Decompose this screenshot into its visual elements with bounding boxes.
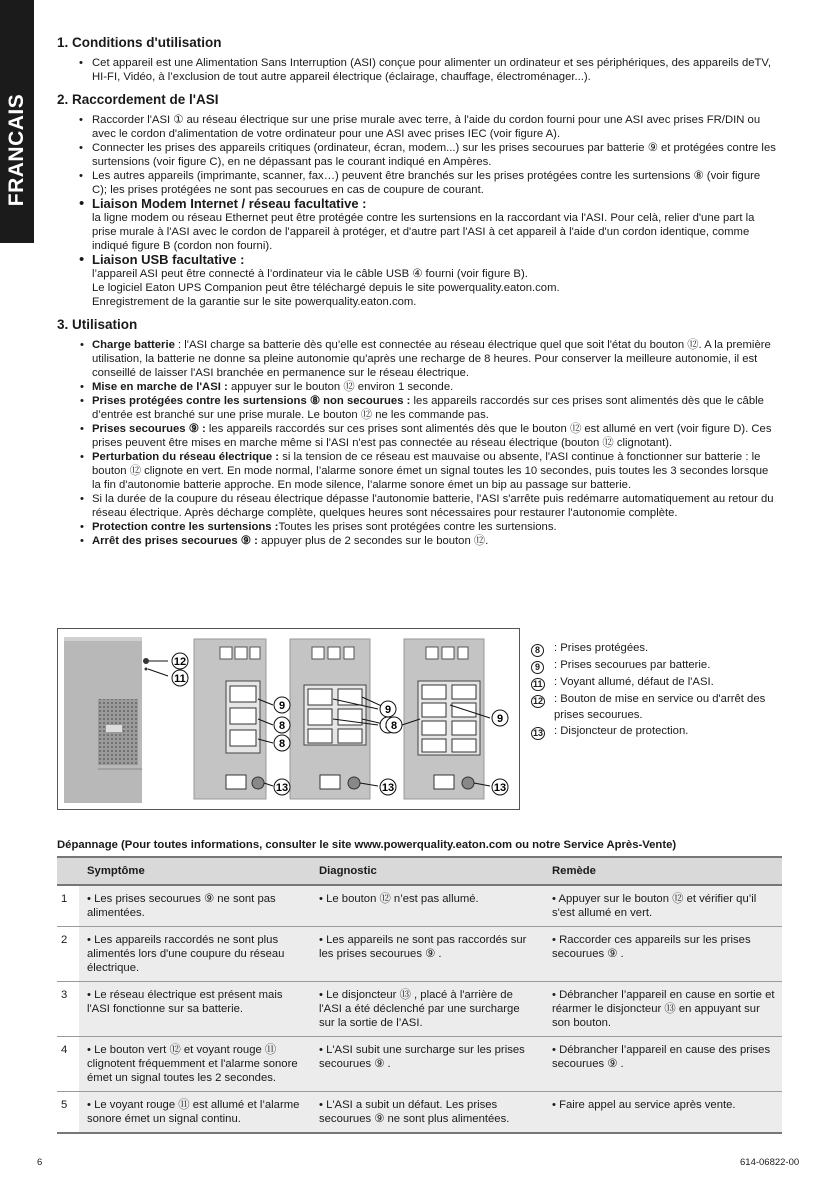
callout-text: 8 bbox=[278, 738, 286, 750]
usb-line: l’appareil ASI peut être connecté à l’ordinateur via le câble USB ④ fourni (voir figure B). bbox=[92, 268, 528, 280]
item-label: Mise en marche de l'ASI : bbox=[92, 381, 228, 393]
diagnostic-cell: • Le bouton ⑫ n’est pas allumé. bbox=[311, 885, 544, 927]
row-number: 4 bbox=[57, 1037, 79, 1092]
utilisation-item: • Charge batterie : l'ASI charge sa batterie dès qu’elle est connectée au réseau électrique quel que soit l'état du bouton ⑫. A la première utilisation, la batterie ne donne sa pleine autonomie qu'après une recharge de 8 heures. Pour conserver la meilleure autonomie, il est conseillé de laisser l'ASI branchée en permanence sur le réseau électrique. bbox=[57, 338, 777, 380]
remedy-cell: • Débrancher l’appareil en cause des prises secourues ⑨ . bbox=[544, 1037, 782, 1092]
legend-number: 13 bbox=[533, 728, 544, 738]
language-tab bbox=[0, 0, 34, 243]
row-number: 3 bbox=[57, 982, 79, 1037]
raccordement-item: • Les autres appareils (imprimante, scanner, fax…) peuvent être branchés sur les prises protégées contre les surtensions ⑧ (voir figure C); les prises protégées ne sont pas secourues en cas de coupure de courant. bbox=[57, 169, 777, 197]
callout-text: 8 bbox=[278, 720, 286, 732]
legend-row bbox=[530, 640, 790, 657]
item-text: Toutes les prises sont protégées contre les surtensions. bbox=[278, 521, 557, 533]
usb-item bbox=[57, 253, 777, 309]
legend-text: : Prises protégées. bbox=[554, 642, 649, 654]
utilisation-item bbox=[57, 450, 777, 492]
callout-circle bbox=[274, 735, 290, 751]
utilisation-item bbox=[57, 422, 777, 450]
modem-title: • Liaison Modem Internet / réseau facultative : bbox=[92, 196, 367, 211]
item-label: Prises protégées contre les surtensions ⑧ non secourues : bbox=[92, 395, 411, 407]
header-diagnostic: Diagnostic bbox=[311, 857, 544, 885]
row-number: 1 bbox=[57, 885, 79, 927]
table-row bbox=[57, 927, 782, 982]
legend-number: 9 bbox=[531, 661, 544, 674]
legend-number: 12 bbox=[533, 696, 544, 706]
ups-figure bbox=[57, 628, 520, 810]
item-text: les appareils raccordés sur ces prises sont alimentés dès que le bouton ⑫ est allumé en vert (voir figure D). Ces prises peuvent être mises en marche même si l'ASI n'est pas connectée au réseau électrique (bouton ⑫ clignotant). bbox=[92, 423, 772, 449]
remedy-cell: • Raccorder ces appareils sur les prises secourues ⑨ . bbox=[544, 927, 782, 982]
table-row bbox=[57, 982, 782, 1037]
legend-text: : Bouton de mise en service ou d'arrêt des prises secourues. bbox=[554, 693, 766, 721]
modem-item bbox=[57, 197, 777, 253]
utilisation-item bbox=[57, 380, 777, 394]
troubleshooting-table bbox=[57, 856, 782, 1134]
table-row bbox=[57, 1092, 782, 1134]
item-text: si la tension de ce réseau est mauvaise ou absente, l'ASI continue à fonctionner sur batterie : le bouton ⑫ clignote en vert. En mode normal, l’alarme sonore émet un signal toutes les 10 secondes, puis toutes les 3 secondes lorsque la fin d'autonomie batterie approche. En mode silence, l’alarme sonore émet un bip au passage sur batterie. bbox=[92, 451, 769, 491]
ups-front-view bbox=[64, 637, 168, 803]
symptom-cell: • Le réseau électrique est présent mais l'ASI fonctionne sur sa batterie. bbox=[79, 982, 311, 1037]
symptom-cell: • Les prises secourues ⑨ ne sont pas alimentées. bbox=[79, 885, 311, 927]
item-text: appuyer plus de 2 secondes sur le bouton ⑫. bbox=[260, 535, 489, 547]
legend-number: 11 bbox=[533, 679, 543, 689]
ups-back-view-a bbox=[194, 639, 266, 799]
callout-text: 13 bbox=[275, 782, 289, 794]
legend-text: : Disjoncteur de protection. bbox=[554, 725, 689, 737]
callout-circle bbox=[274, 779, 290, 795]
language-tab-label: FRANCAIS bbox=[5, 93, 28, 207]
item-text: Si la durée de la coupure du réseau électrique dépasse l'autonomie batterie, l'ASI s'arrête puis redémarre automatiquement au retour du réseau électrique. Après décharge complète, quelques heures sont nécessaires pour restaurer l'autonomie complète. bbox=[92, 493, 774, 519]
callout-circle bbox=[172, 670, 188, 686]
item-text: l'ASI charge sa batterie dès qu’elle est connectée au réseau électrique quel que soit l'état du bouton ⑫. A la première utilisation, la batterie ne donne sa pleine autonomie qu'après une recharge de 8 heures. Pour conserver la meilleure autonomie, il est conseillé de laisser l'ASI branchée en permanence sur le réseau électrique. bbox=[92, 339, 771, 379]
remedy-cell: • Appuyer sur le bouton ⑫ et vérifier qu’il s'est allumé en vert. bbox=[544, 885, 782, 927]
ups-back-view-b bbox=[290, 639, 370, 799]
utilisation-item bbox=[57, 534, 777, 548]
callout-circle bbox=[386, 717, 402, 733]
legend-text: : Prises secourues par batterie. bbox=[554, 659, 711, 671]
header-num bbox=[57, 857, 79, 885]
legend-row bbox=[530, 674, 790, 691]
callout-text: 9 bbox=[384, 704, 392, 716]
callout-text: 13 bbox=[493, 782, 507, 794]
symptom-cell: • Le bouton vert ⑫ et voyant rouge ⑪ clignotent fréquemment et l'alarme sonore émet un signal toutes les 2 secondes. bbox=[79, 1037, 311, 1092]
section-title-utilisation: 3. Utilisation bbox=[57, 317, 138, 332]
row-number: 2 bbox=[57, 927, 79, 982]
callout-circle bbox=[274, 717, 290, 733]
remedy-cell: • Faire appel au service après vente. bbox=[544, 1092, 782, 1134]
callout-circle bbox=[380, 701, 396, 717]
modem-text: la ligne modem ou réseau Ethernet peut être protégée contre les surtensions en la raccordant via l'ASI. Pour celà, relier d'une part la prise murale à l'ASI avec le cordon de l'appareil à protéger, et d'autre part l'ASI à cet appareil à l'aide d'un cordon identique, comme indiqué figure B (cordon non fourni). bbox=[92, 212, 755, 252]
usb-line: Le logiciel Eaton UPS Companion peut être téléchargé depuis le site powerquality.eaton.com. bbox=[92, 282, 560, 294]
main-content bbox=[57, 36, 777, 557]
callout-text: 8 bbox=[390, 720, 398, 732]
section-raccordement bbox=[57, 93, 777, 309]
section-title-conditions: 1. Conditions d'utilisation bbox=[57, 35, 222, 50]
figure-legend bbox=[530, 640, 790, 740]
row-number: 5 bbox=[57, 1092, 79, 1134]
table-row bbox=[57, 885, 782, 927]
callout-text: 12 bbox=[173, 656, 187, 668]
diagnostic-cell: • Le disjoncteur ⑬ , placé à l'arrière de l'ASI a été déclenché par une surcharge sur la sortie de l’ASI. bbox=[311, 982, 544, 1037]
section-title-raccordement: 2. Raccordement de l'ASI bbox=[57, 92, 219, 107]
item-text: appuyer sur le bouton ⑫ environ 1 seconde. bbox=[230, 381, 454, 393]
legend-row bbox=[530, 657, 790, 674]
document-reference: 614-06822-00 bbox=[740, 1157, 800, 1168]
callout-text: 11 bbox=[174, 673, 186, 685]
diagnostic-cell: • L'ASI subit une surcharge sur les prises secourues ⑨ . bbox=[311, 1037, 544, 1092]
callout-text: 9 bbox=[278, 700, 286, 712]
raccordement-item: • Connecter les prises des appareils critiques (ordinateur, écran, modem...) sur les prises secourues par batterie ⑨ et protégées contre les surtensions (voir figure C), en ne dépassant pas le courant indiqué en Ampères. bbox=[57, 141, 777, 169]
table-row bbox=[57, 1037, 782, 1092]
callout-text: 9 bbox=[496, 713, 504, 725]
header-remedy: Remède bbox=[544, 857, 782, 885]
utilisation-item bbox=[57, 492, 777, 520]
ups-back-view-c bbox=[404, 639, 484, 799]
legend-row bbox=[530, 723, 790, 740]
utilisation-item bbox=[57, 520, 777, 534]
usb-title: • Liaison USB facultative : bbox=[92, 252, 245, 267]
item-label: Prises secourues ⑨ : bbox=[92, 423, 206, 435]
symptom-cell: • Les appareils raccordés ne sont plus alimentés lors d'une coupure du réseau électrique. bbox=[79, 927, 311, 982]
callout-circle bbox=[380, 779, 396, 795]
raccordement-item: • Raccorder l'ASI ① au réseau électrique sur une prise murale avec terre, à l'aide du cordon fourni pour une ASI avec prises FR/DIN ou avec le cordon d'alimentation de votre ordinateur pour une ASI avec prises IEC (voir figure A). bbox=[57, 113, 777, 141]
symptom-cell: • Le voyant rouge ⑪ est allumé et l’alarme sonore émet un signal continu. bbox=[79, 1092, 311, 1134]
callout-circle bbox=[492, 779, 508, 795]
remedy-cell: • Débrancher l’appareil en cause en sortie et réarmer le disjoncteur ⑬ en appuyant sur son bouton. bbox=[544, 982, 782, 1037]
section-utilisation bbox=[57, 318, 777, 548]
troubleshooting-title: Dépannage (Pour toutes informations, consulter le site www.powerquality.eaton.com ou notre Service Après-Vente) bbox=[57, 839, 677, 851]
callout-circle bbox=[274, 697, 290, 713]
item-text: les appareils raccordés sur ces prises sont alimentés dès que le câble d’entrée est branché sur une prise murale. Le bouton ⑫ ne les commande pas. bbox=[92, 395, 764, 421]
callout-circle bbox=[492, 710, 508, 726]
conditions-text: • Cet appareil est une Alimentation Sans Interruption (ASI) conçue pour alimenter un ordinateur et ses périphériques, des appareils deTV, HI-FI, Vidéo, à l’exclusion de tout autre appareil électrique (éclairage, chauffage, électroménager...). bbox=[57, 56, 777, 84]
callout-circle bbox=[172, 653, 188, 669]
usb-line: Enregistrement de la garantie sur le site powerquality.eaton.com. bbox=[92, 296, 417, 308]
item-label: Perturbation du réseau électrique : bbox=[92, 451, 280, 463]
page-number: 6 bbox=[37, 1157, 43, 1168]
callout-text: 13 bbox=[381, 782, 395, 794]
section-conditions bbox=[57, 36, 777, 84]
header-symptom: Symptôme bbox=[79, 857, 311, 885]
table-header-row bbox=[57, 857, 782, 885]
ups-illustration bbox=[58, 629, 519, 809]
item-label: Protection contre les surtensions : bbox=[92, 521, 279, 533]
utilisation-item bbox=[57, 394, 777, 422]
legend-number: 8 bbox=[531, 644, 544, 657]
diagnostic-cell: • Les appareils ne sont pas raccordés sur les prises secourues ⑨ . bbox=[311, 927, 544, 982]
item-label: Arrêt des prises secourues ⑨ : bbox=[92, 535, 258, 547]
legend-row bbox=[530, 691, 790, 723]
item-label: Charge batterie bbox=[92, 339, 175, 351]
legend-text: : Voyant allumé, défaut de l'ASI. bbox=[554, 676, 714, 688]
diagnostic-cell: • L'ASI a subit un défaut. Les prises secourues ⑨ ne sont plus alimentées. bbox=[311, 1092, 544, 1134]
